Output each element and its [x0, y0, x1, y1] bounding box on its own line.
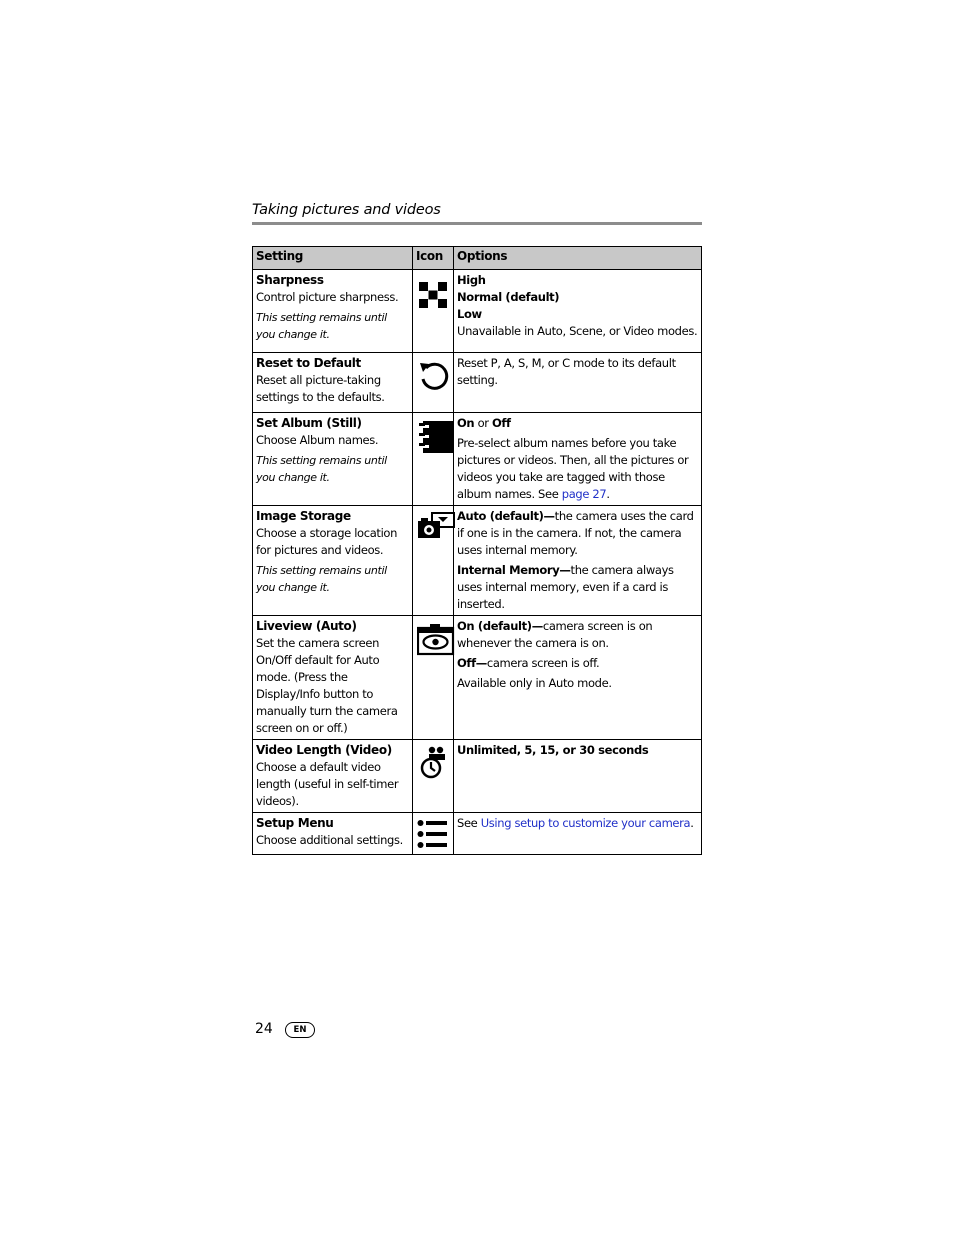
- setting-note: This setting remains until you change it.: [256, 454, 387, 484]
- language-badge: EN: [285, 1022, 315, 1038]
- image-storage-icon: [417, 512, 455, 540]
- icon-cell: [413, 353, 454, 413]
- option-off: [457, 655, 698, 672]
- option-on-text: camera screen is on whenever the camera is on.: [457, 619, 653, 650]
- setting-cell: [253, 740, 413, 813]
- table-row: [253, 413, 702, 506]
- column-header-icon: Icon: [413, 247, 454, 270]
- table-row: [253, 353, 702, 413]
- option-on-label: On (default)—: [457, 619, 543, 633]
- options-cell: [454, 813, 702, 855]
- option-video-lengths: Unlimited, 5, 15, or 30 seconds: [457, 743, 649, 757]
- option-off-text: camera screen is off.: [486, 656, 600, 670]
- column-header-options: Options: [454, 247, 702, 270]
- table-row: [253, 813, 702, 855]
- option-auto-label: Auto (default)—: [457, 509, 555, 523]
- setting-note: This setting remains until you change it.: [256, 311, 387, 341]
- setting-description: Choose a storage location for pictures and videos.: [256, 526, 398, 557]
- liveview-icon: [417, 622, 455, 656]
- option-on: On: [457, 416, 475, 430]
- setting-description: Control picture sharpness.: [256, 290, 399, 304]
- option-on-off: [457, 415, 698, 432]
- option-availability: Available only in Auto mode.: [457, 676, 612, 690]
- table-row: [253, 616, 702, 740]
- setting-cell: [253, 813, 413, 855]
- option-normal: Normal (default): [457, 290, 560, 304]
- icon-cell: [413, 506, 454, 616]
- reset-icon: [417, 359, 451, 395]
- icon-cell: [413, 813, 454, 855]
- option-end: .: [606, 487, 610, 501]
- option-off: Off: [491, 416, 511, 430]
- setting-description: Choose Album names.: [256, 433, 379, 447]
- setting-note: This setting remains until you change it.: [256, 564, 387, 594]
- option-internal-text: the camera always uses internal memory, even if a card is inserted.: [457, 563, 674, 611]
- icon-cell: [413, 270, 454, 353]
- setting-title: Set Album (Still): [256, 416, 362, 430]
- setting-cell: [253, 616, 413, 740]
- setting-title: Setup Menu: [256, 816, 334, 830]
- setting-title: Reset to Default: [256, 356, 361, 370]
- options-cell: [454, 353, 702, 413]
- header-rule: [252, 222, 702, 225]
- option-auto-text: the camera uses the card if one is in the camera. If not, the camera uses internal memory.: [457, 509, 694, 557]
- option-setup-text: [457, 815, 698, 832]
- option-text: Pre-select album names before you take pictures or videos. Then, all the pictures or videos you take are tagged with those album names. See: [457, 436, 689, 501]
- setting-description: Choose additional settings.: [256, 833, 403, 847]
- option-note: Unavailable in Auto, Scene, or Video modes.: [457, 324, 698, 338]
- option-auto: [457, 508, 698, 559]
- table-row: [253, 740, 702, 813]
- option-description: [457, 435, 698, 503]
- option-on-default: [457, 618, 698, 652]
- setting-title: Video Length (Video): [256, 743, 392, 757]
- setup-link[interactable]: Using setup to customize your camera: [480, 816, 691, 830]
- page-link[interactable]: page 27: [561, 487, 607, 501]
- option-high: High: [457, 273, 486, 287]
- setting-cell: [253, 270, 413, 353]
- icon-cell: [413, 413, 454, 506]
- options-cell: [454, 740, 702, 813]
- settings-table: [252, 246, 702, 855]
- setting-title: Liveview (Auto): [256, 619, 357, 633]
- setting-cell: [253, 353, 413, 413]
- table-row: [253, 506, 702, 616]
- options-cell: [454, 616, 702, 740]
- option-internal: [457, 562, 698, 613]
- options-cell: [454, 270, 702, 353]
- table-header-row: [253, 247, 702, 270]
- setting-description: Reset all picture-taking settings to the defaults.: [256, 373, 385, 404]
- option-reset-text: Reset P, A, S, M, or C mode to its default setting.: [457, 356, 676, 387]
- option-low: Low: [457, 307, 482, 321]
- option-internal-label: Internal Memory—: [457, 563, 571, 577]
- options-cell: [454, 506, 702, 616]
- sharpness-icon: [417, 276, 449, 308]
- album-icon: [417, 419, 453, 455]
- page-number: 24: [255, 1021, 273, 1037]
- setting-description: Set the camera screen On/Off default for Auto mode. (Press the Display/Info button to manually turn the camera screen on or off.): [256, 636, 398, 735]
- option-or: or: [474, 416, 492, 430]
- icon-cell: [413, 740, 454, 813]
- option-end: .: [690, 816, 694, 830]
- column-header-setting: Setting: [253, 247, 413, 270]
- running-header: Taking pictures and videos: [252, 202, 441, 218]
- table-row: [253, 270, 702, 353]
- setting-title: Image Storage: [256, 509, 351, 523]
- setting-cell: [253, 413, 413, 506]
- options-cell: [454, 413, 702, 506]
- setting-title: Sharpness: [256, 273, 324, 287]
- setup-menu-icon: [417, 819, 449, 851]
- option-off-label: Off—: [457, 656, 487, 670]
- setting-description: Choose a default video length (useful in self-timer videos).: [256, 760, 399, 808]
- option-see: See: [457, 816, 481, 830]
- icon-cell: [413, 616, 454, 740]
- video-length-icon: [417, 746, 451, 780]
- setting-cell: [253, 506, 413, 616]
